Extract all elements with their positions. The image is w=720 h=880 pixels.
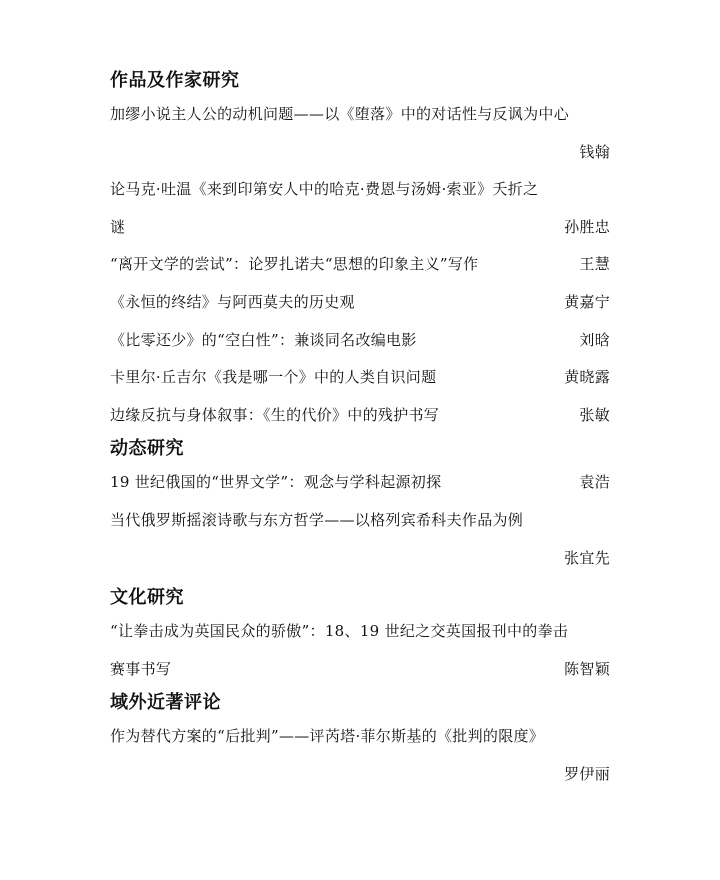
section-heading: 动态研究 bbox=[110, 438, 184, 460]
table-of-contents bbox=[110, 66, 610, 794]
article-title-continued[interactable]: 赛事书写 bbox=[110, 659, 172, 678]
article-author: 张宜先 bbox=[564, 548, 610, 567]
article-author: 黄晓露 bbox=[564, 368, 610, 387]
article-title-continued[interactable]: 谜 bbox=[110, 217, 126, 236]
article-author: 钱翰 bbox=[579, 142, 610, 161]
list-item bbox=[110, 322, 610, 360]
list-item bbox=[110, 464, 610, 502]
article-title[interactable]: 作为替代方案的“后批判”——评芮塔·菲尔斯基的《批判的限度》 bbox=[110, 727, 545, 746]
article-title[interactable]: 《永恒的终结》与阿西莫夫的历史观 bbox=[110, 292, 355, 311]
article-author: 陈智颖 bbox=[564, 659, 610, 678]
article-title[interactable]: 19 世纪俄国的“世界文学”：观念与学科起源初探 bbox=[110, 473, 442, 492]
article-author: 王慧 bbox=[579, 255, 610, 274]
article-title[interactable]: “离开文学的尝试”：论罗扎诺夫“思想的印象主义”写作 bbox=[110, 255, 479, 274]
section-heading: 文化研究 bbox=[110, 587, 184, 609]
article-author: 张敏 bbox=[579, 405, 610, 424]
list-item bbox=[110, 246, 610, 284]
list-item bbox=[110, 359, 610, 397]
list-item bbox=[110, 397, 610, 435]
article-title[interactable]: 《比零还少》的“空白性”：兼谈同名改编电影 bbox=[110, 330, 417, 349]
list-item bbox=[110, 284, 610, 322]
section-heading: 域外近著评论 bbox=[110, 692, 221, 714]
article-title[interactable]: 边缘反抗与身体叙事：《生的代价》中的残护书写 bbox=[110, 405, 440, 424]
article-title[interactable]: 加缪小说主人公的动机问题——以《堕落》中的对话性与反讽为中心 bbox=[110, 105, 570, 123]
article-author: 刘晗 bbox=[579, 330, 610, 349]
article-author: 袁浩 bbox=[579, 473, 610, 492]
article-author: 罗伊丽 bbox=[564, 764, 610, 783]
article-title[interactable]: 当代俄罗斯摇滚诗歌与东方哲学——以格列宾希科夫作品为例 bbox=[110, 510, 524, 529]
article-title[interactable]: “让拳击成为英国民众的骄傲”：18、19 世纪之交英国报刊中的拳击 bbox=[110, 622, 569, 641]
article-title[interactable]: 卡里尔·丘吉尔《我是哪一个》中的人类自识问题 bbox=[110, 368, 437, 387]
list-item bbox=[110, 651, 610, 689]
article-author: 黄嘉宁 bbox=[564, 292, 610, 311]
list-item bbox=[110, 209, 610, 247]
article-title[interactable]: 论马克·吐温《来到印第安人中的哈克·费恩与汤姆·索亚》夭折之 bbox=[110, 180, 539, 199]
article-author: 孙胜忠 bbox=[564, 217, 610, 236]
section-heading: 作品及作家研究 bbox=[110, 70, 240, 91]
